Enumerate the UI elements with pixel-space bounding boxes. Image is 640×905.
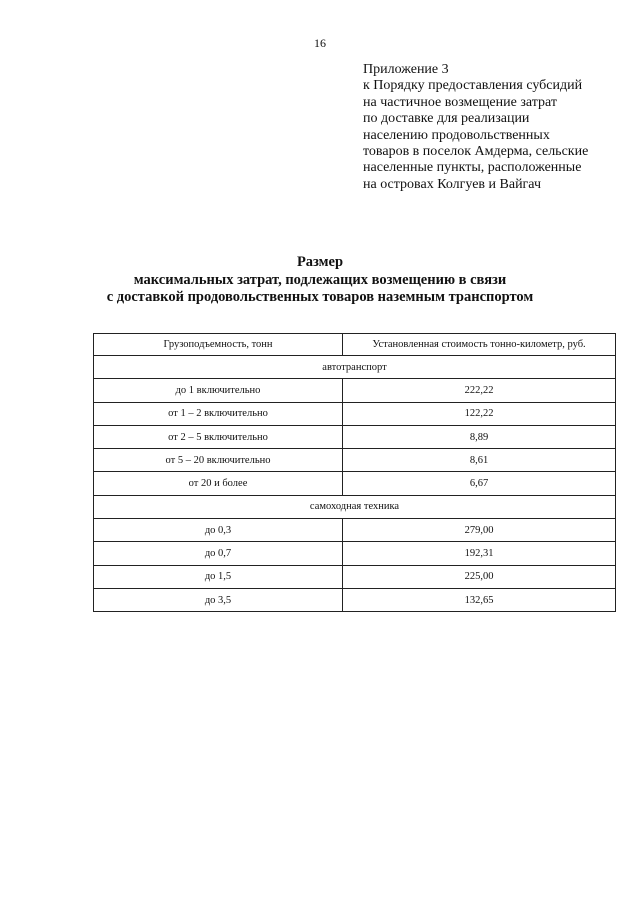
document-title xyxy=(0,254,640,307)
appendix-block xyxy=(363,62,633,193)
capacity-cell: до 0,7 xyxy=(94,542,343,565)
title-line: максимальных затрат, подлежащих возмещению в связи xyxy=(133,271,507,288)
table-row xyxy=(94,402,616,425)
cost-cell: 122,22 xyxy=(343,402,616,425)
cost-cell: 132,65 xyxy=(343,588,616,611)
appendix-line: к Порядку предоставления субсидий xyxy=(363,78,583,94)
title-line: Размер xyxy=(296,254,344,270)
section-row xyxy=(94,495,616,518)
table-row xyxy=(94,588,616,611)
table-row xyxy=(94,565,616,588)
capacity-cell: от 20 и более xyxy=(94,472,343,495)
appendix-line: на островах Колгуев и Вайгач xyxy=(363,176,541,192)
cost-cell: 8,61 xyxy=(343,449,616,472)
rates-table xyxy=(93,333,616,612)
capacity-cell: от 2 – 5 включительно xyxy=(94,425,343,448)
page-number: 16 xyxy=(314,36,326,50)
table-header-row xyxy=(94,334,616,356)
cost-cell: 222,22 xyxy=(343,379,616,402)
appendix-line: на частичное возмещение затрат xyxy=(363,94,557,110)
cost-cell: 279,00 xyxy=(343,519,616,542)
capacity-cell: до 3,5 xyxy=(94,588,343,611)
section-row xyxy=(94,356,616,379)
title-line: с доставкой продовольственных товаров наземным транспортом xyxy=(106,289,534,305)
table-row xyxy=(94,425,616,448)
appendix-line: населению продовольственных xyxy=(363,127,550,143)
table-row xyxy=(94,379,616,402)
cost-cell: 6,67 xyxy=(343,472,616,495)
header-cost: Установленная стоимость тонно-километр, руб. xyxy=(343,334,616,356)
capacity-cell: от 5 – 20 включительно xyxy=(94,449,343,472)
header-capacity: Грузоподъемность, тонн xyxy=(94,334,343,356)
capacity-cell: от 1 – 2 включительно xyxy=(94,402,343,425)
cost-cell: 192,31 xyxy=(343,542,616,565)
table-row xyxy=(94,449,616,472)
table-row xyxy=(94,542,616,565)
section-title-self-propelled: самоходная техника xyxy=(94,495,616,518)
capacity-cell: до 1,5 xyxy=(94,565,343,588)
cost-cell: 225,00 xyxy=(343,565,616,588)
table-row xyxy=(94,519,616,542)
appendix-line: товаров в поселок Амдерма, сельские xyxy=(363,144,589,160)
appendix-line: по доставке для реализации xyxy=(363,111,530,127)
cost-cell: 8,89 xyxy=(343,425,616,448)
appendix-line: населенные пункты, расположенные xyxy=(363,160,582,176)
capacity-cell: до 0,3 xyxy=(94,519,343,542)
table-row xyxy=(94,472,616,495)
appendix-line: Приложение 3 xyxy=(363,62,449,77)
section-title-autotransport: автотранспорт xyxy=(94,356,616,379)
capacity-cell: до 1 включительно xyxy=(94,379,343,402)
